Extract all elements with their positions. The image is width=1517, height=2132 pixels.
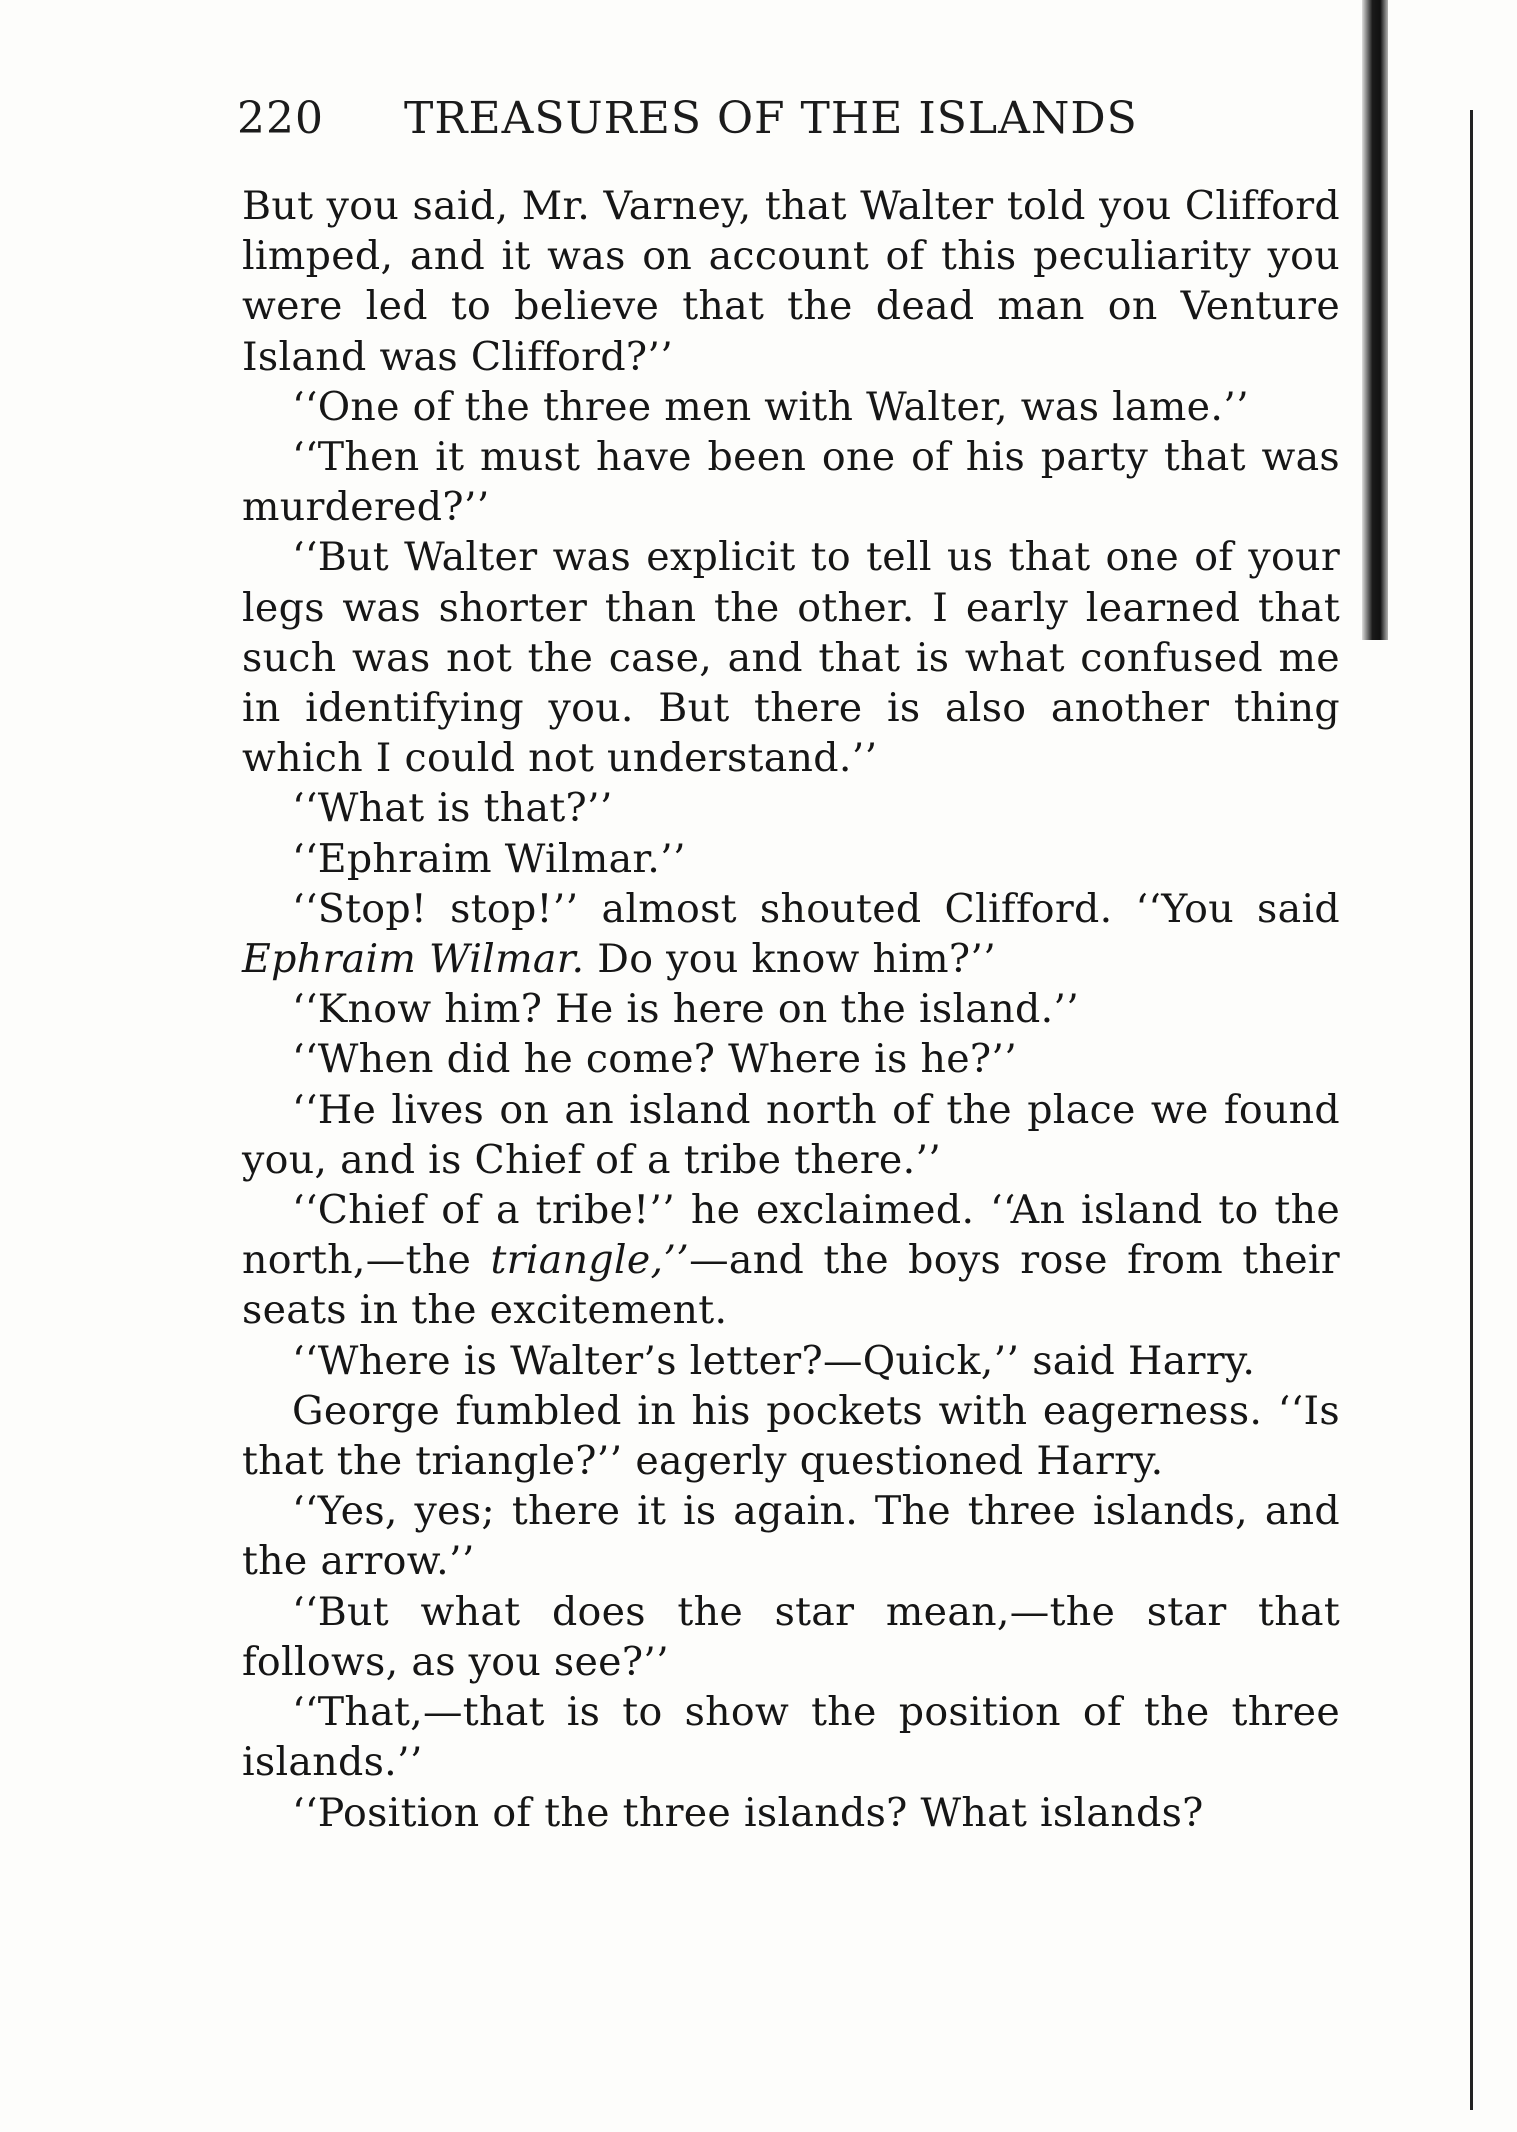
binding-shadow — [1362, 0, 1388, 640]
italic-name: Ephraim Wilmar. — [242, 936, 585, 983]
paragraph: ‘‘Position of the three islands? What islands? — [292, 1789, 1204, 1836]
paragraph: George fumbled in his pockets with eagerness. ‘‘Is that the triangle?’’ eagerly questioned Harry. — [242, 1387, 1340, 1485]
paragraph: ‘‘Stop! stop!’’ almost shouted Clifford. ‘‘You said Ephraim Wilmar. Do you know him?’’ — [242, 885, 1340, 983]
page-edge-line — [1470, 110, 1473, 2110]
paragraph: ‘‘When did he come? Where is he?’’ — [292, 1036, 1018, 1083]
paragraph: ‘‘But Walter was explicit to tell us that one of your legs was shorter than the other. I early learned that such was not the case, and that is what confused me in identifying you. But there is also another thing which I could not understand.’’ — [242, 534, 1340, 782]
paragraph: ‘‘What is that?’’ — [292, 785, 613, 832]
paragraph: ‘‘That,—that is to show the position of the three islands.’’ — [242, 1689, 1340, 1786]
paragraph: ‘‘Then it must have been one of his party that was murdered?’’ — [242, 434, 1340, 531]
page-number: 220 — [237, 93, 324, 144]
italic-word: triangle,’’ — [490, 1237, 690, 1284]
paragraph: ‘‘He lives on an island north of the place we found you, and is Chief of a tribe there.’’ — [242, 1086, 1340, 1183]
paragraph: ‘‘But what does the star mean,—the star that follows, as you see?’’ — [242, 1588, 1340, 1685]
paragraph: ‘‘Chief of a tribe!’’ he exclaimed. ‘‘An island to the north,—the triangle,’’—and the boys rose from their seats in the excitement. — [242, 1187, 1340, 1334]
paragraph: ‘‘One of the three men with Walter, was lame.’’ — [292, 383, 1249, 430]
paragraph: ‘‘Yes, yes; there it is again. The three islands, and the arrow.’’ — [242, 1488, 1340, 1585]
paragraph: ‘‘Know him? He is here on the island.’’ — [292, 986, 1080, 1033]
paragraph: But you said, Mr. Varney, that Walter told you Clifford limped, and it was on account of this peculiarity you were led to believe that the dead man on Venture Island was Clifford?’’ — [242, 183, 1340, 380]
running-title: TREASURES OF THE ISLANDS — [403, 93, 1138, 144]
body-text — [242, 181, 1340, 1838]
paragraph: ‘‘Ephraim Wilmar.’’ — [292, 835, 686, 882]
paragraph: ‘‘Where is Walter’s letter?—Quick,’’ said Harry. — [292, 1337, 1256, 1384]
running-header — [237, 93, 1347, 153]
